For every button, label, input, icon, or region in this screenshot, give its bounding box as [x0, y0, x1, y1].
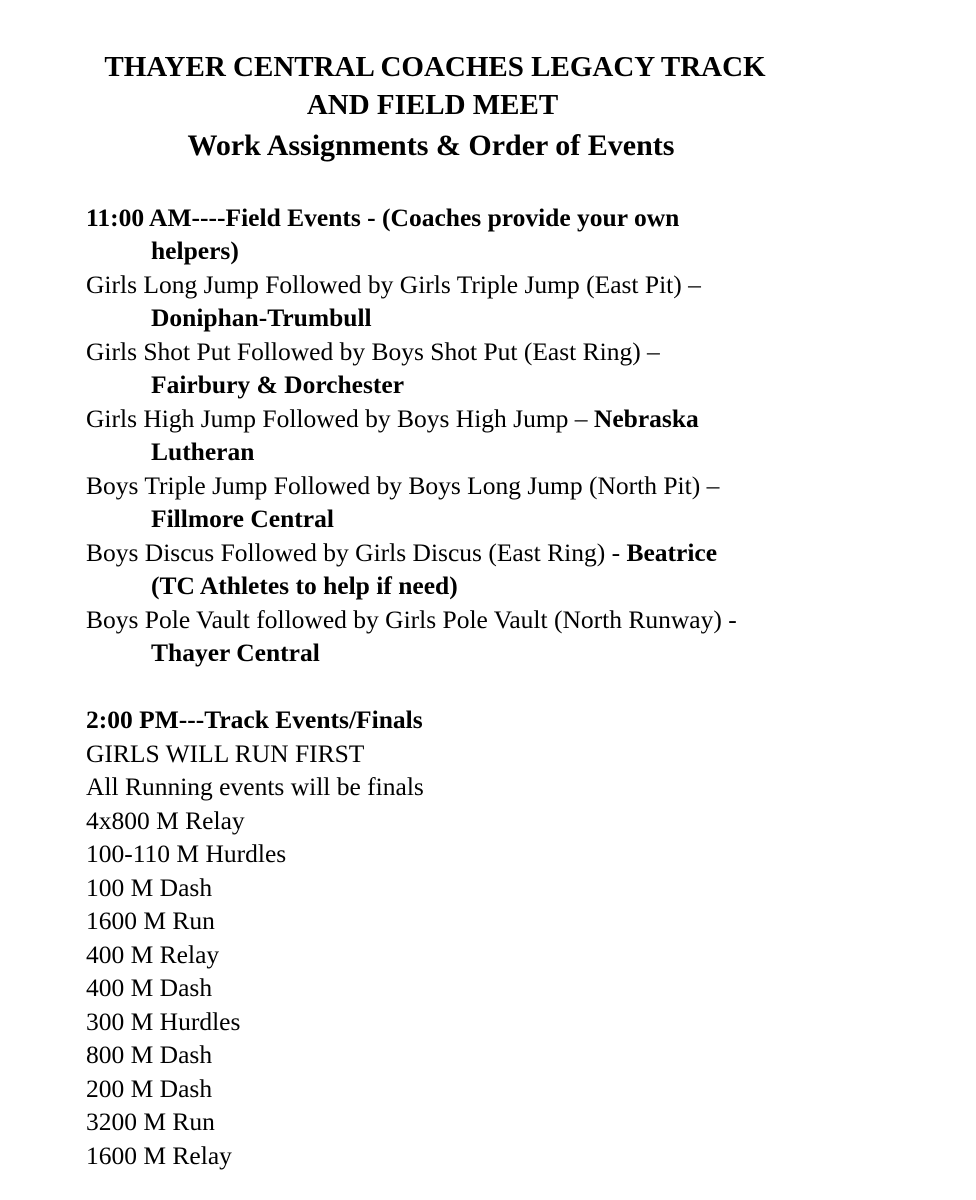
field-event-line — [86, 537, 717, 569]
field-events-header-cont: helpers) — [151, 236, 239, 265]
field-event-school: Fairbury & Dorchester — [151, 370, 405, 399]
page-title-line-2: AND FIELD MEET — [306, 89, 559, 121]
field-event-line: Girls Long Jump Followed by Girls Triple Jump (East Pit) – — [86, 270, 701, 299]
field-event-school: Thayer Central — [151, 638, 320, 667]
field-event-school: Nebraska — [593, 404, 699, 433]
page-title-line-1: THAYER CENTRAL COACHES LEGACY TRACK — [104, 51, 766, 83]
track-event: 1600 M Relay — [86, 1141, 232, 1170]
track-note: All Running events will be finals — [86, 772, 424, 801]
track-event: 100 M Dash — [86, 873, 213, 902]
track-event: 400 M Dash — [86, 973, 213, 1002]
field-event-line: Boys Pole Vault followed by Girls Pole Vault (North Runway) - — [86, 605, 737, 634]
track-event: 3200 M Run — [86, 1107, 215, 1136]
track-note: GIRLS WILL RUN FIRST — [86, 739, 365, 768]
track-events-header: 2:00 PM---Track Events/Finals — [86, 705, 423, 734]
field-event-line: Boys Triple Jump Followed by Boys Long Jump (North Pit) – — [86, 471, 720, 500]
field-event-line: Girls Shot Put Followed by Boys Shot Put (East Ring) – — [86, 337, 660, 366]
field-events-header: 11:00 AM----Field Events - (Coaches provide your own — [86, 203, 680, 232]
page-subtitle: Work Assignments & Order of Events — [187, 129, 675, 162]
track-event: 200 M Dash — [86, 1074, 213, 1103]
track-event: 400 M Relay — [86, 940, 220, 969]
track-event: 4x800 M Relay — [86, 806, 245, 835]
track-event: 100-110 M Hurdles — [86, 839, 287, 868]
track-event: 300 M Hurdles — [86, 1007, 241, 1036]
track-event: 1600 M Run — [86, 906, 215, 935]
field-event-school: Lutheran — [151, 437, 255, 466]
field-event-line — [86, 403, 699, 435]
field-event-text: Boys Discus Followed by Girls Discus (East Ring) - — [86, 538, 627, 567]
field-event-school: Beatrice — [626, 538, 718, 567]
field-event-school: (TC Athletes to help if need) — [151, 571, 458, 600]
field-event-school: Doniphan-Trumbull — [151, 303, 372, 332]
field-event-text: Girls High Jump Followed by Boys High Jump – — [86, 404, 594, 433]
field-event-school: Fillmore Central — [151, 504, 334, 533]
track-event: 800 M Dash — [86, 1040, 213, 1069]
